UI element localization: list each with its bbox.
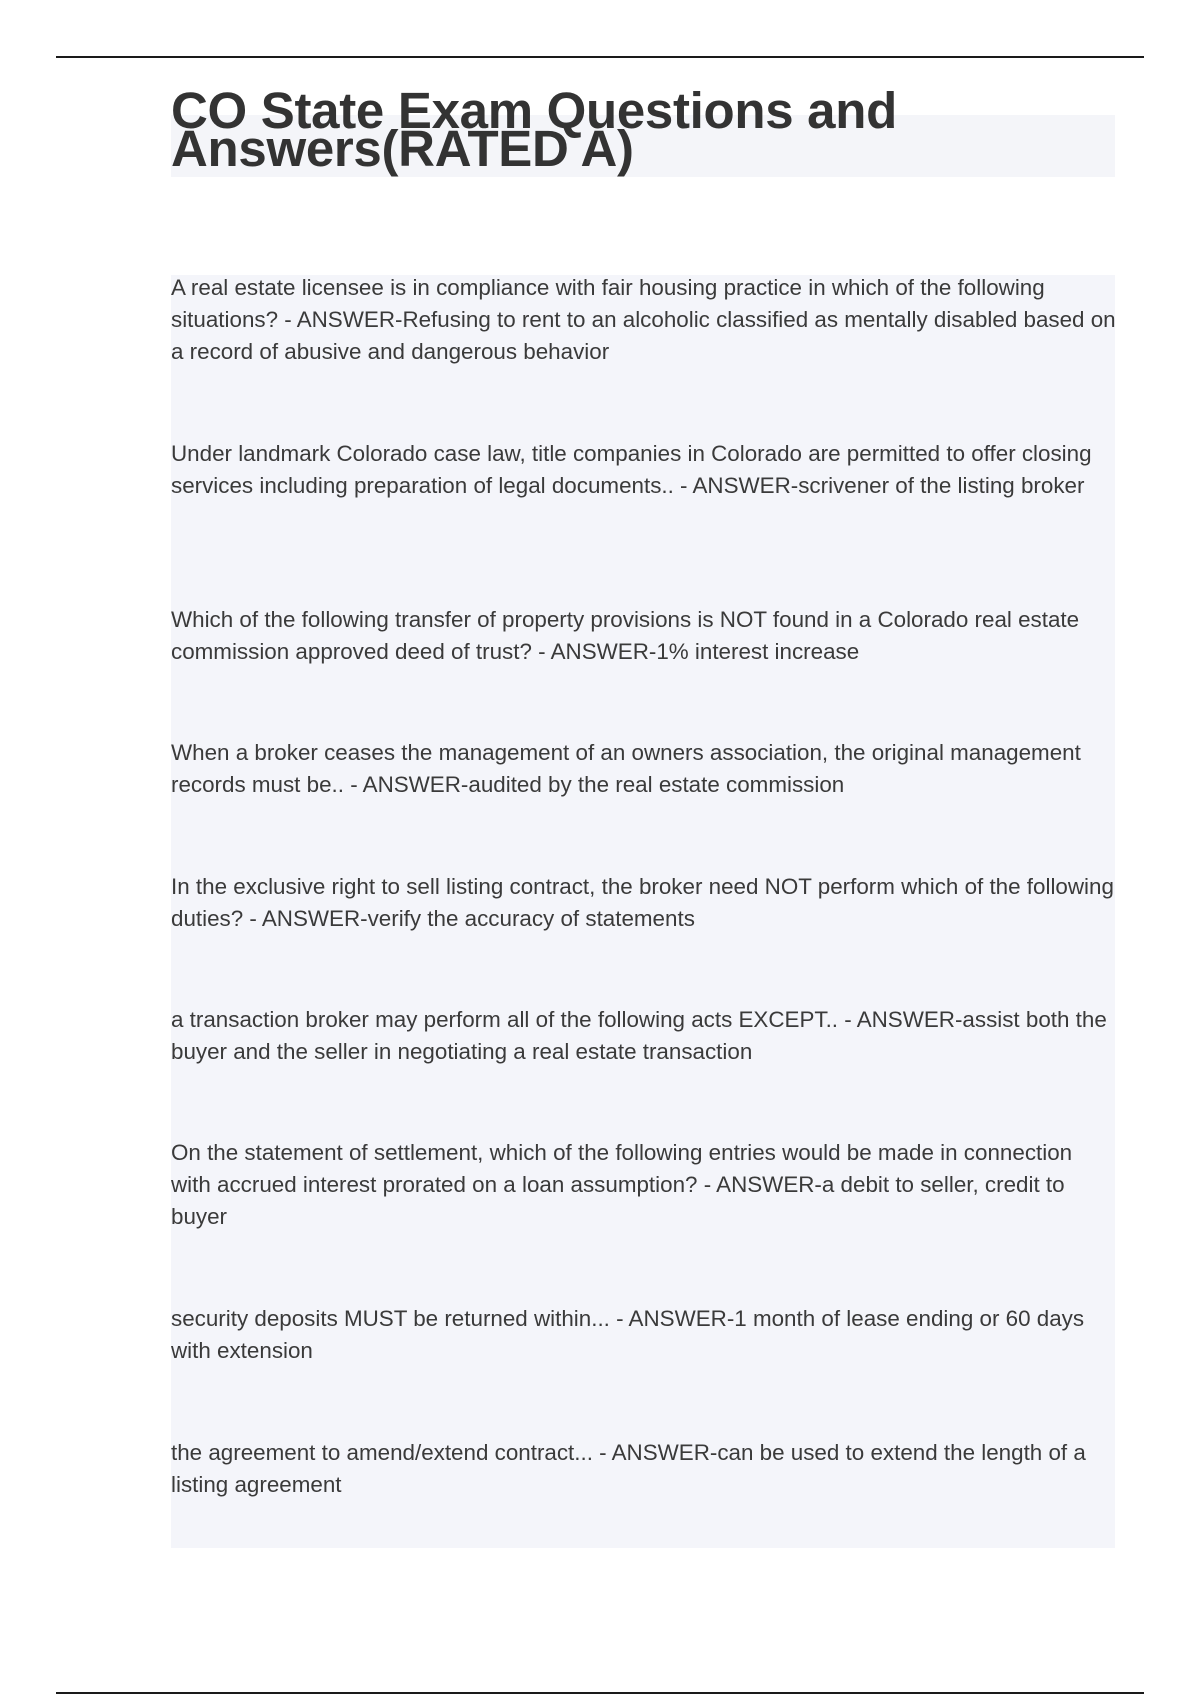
top-divider [56,56,1144,58]
page-title: CO State Exam Questions and Answers(RATED A) [171,82,897,177]
qa-item: A real estate licensee is in compliance with fair housing practice in which of the following situations? - ANSWER-Refusing to rent to an alcoholic classified as mentally disabled based on a record of abusive and dangerous behavior [171,275,1116,364]
qa-item: Under landmark Colorado case law, title companies in Colorado are permitted to offer closing services including preparation of legal documents.. - ANSWER-scrivener of the listing broker [171,441,1092,498]
bottom-divider [56,1692,1144,1694]
qa-item: the agreement to amend/extend contract... - ANSWER-can be used to extend the length of a listing agreement [171,1440,1086,1497]
qa-item: When a broker ceases the management of an owners association, the original management records must be.. - ANSWER-audited by the real estate commission [171,740,1081,797]
qa-item: Which of the following transfer of property provisions is NOT found in a Colorado real estate commission approved deed of trust? - ANSWER-1% interest increase [171,607,1080,664]
qa-item: In the exclusive right to sell listing contract, the broker need NOT perform which of the following duties? - ANSWER-verify the accuracy of statements [171,874,1114,931]
qa-item: a transaction broker may perform all of the following acts EXCEPT.. - ANSWER-assist both the buyer and the seller in negotiating a real estate transaction [171,1007,1107,1064]
qa-item: security deposits MUST be returned within... - ANSWER-1 month of lease ending or 60 days with extension [171,1306,1085,1363]
qa-item: On the statement of settlement, which of the following entries would be made in connection with accrued interest prorated on a loan assumption? - ANSWER-a debit to seller, credit to buyer [171,1140,1073,1229]
